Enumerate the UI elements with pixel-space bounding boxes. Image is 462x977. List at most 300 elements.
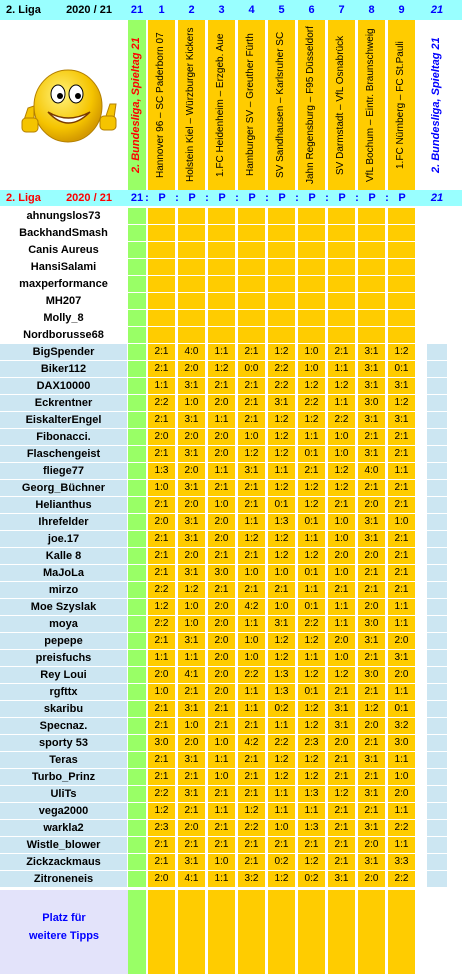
lime-cell xyxy=(128,820,146,836)
tip-cell-4: 2:1 xyxy=(238,497,265,513)
tip-cell-9: 2:0 xyxy=(388,633,415,649)
tail-cell xyxy=(427,837,447,853)
tip-cell-8: 2:1 xyxy=(358,803,385,819)
tip-cell-1: 2:2 xyxy=(148,786,175,802)
tip-cell-4: 4:2 xyxy=(238,735,265,751)
tip-cell-4: 2:1 xyxy=(238,412,265,428)
tail-cell xyxy=(427,786,447,802)
tip-cell-1: 2:0 xyxy=(148,429,175,445)
lime-cell xyxy=(128,378,146,394)
tip-cell-7: 2:1 xyxy=(328,497,355,513)
player-name: Turbo_Prinz xyxy=(0,769,127,785)
tip-cell-8: 2:1 xyxy=(358,735,385,751)
tail-cell xyxy=(427,463,447,479)
tip-cell-5 xyxy=(268,259,295,275)
tip-cell-4: 1:1 xyxy=(238,684,265,700)
tip-cell-8: 2:1 xyxy=(358,582,385,598)
tip-cell-6: 1:2 xyxy=(298,633,325,649)
tip-cell-8: 2:1 xyxy=(358,650,385,666)
tail-cell xyxy=(427,684,447,700)
tip-cell-3: 2:0 xyxy=(208,531,235,547)
tip-cell-1: 2:1 xyxy=(148,837,175,853)
tip-cell-3: 2:0 xyxy=(208,667,235,683)
tip-cell-7: 2:1 xyxy=(328,837,355,853)
player-name: MaJoLa xyxy=(0,565,127,581)
tip-cell-5 xyxy=(268,208,295,224)
tip-cell-3: 2:1 xyxy=(208,480,235,496)
match-title-3: 1.FC Heidenheim – Erzgeb. Aue xyxy=(215,33,226,177)
tip-cell-5: 3:1 xyxy=(268,395,295,411)
tip-cell-8 xyxy=(358,259,385,275)
tip-cell-7: 3:1 xyxy=(328,871,355,887)
tip-cell-4: 1:2 xyxy=(238,803,265,819)
tip-cell-4: 2:1 xyxy=(238,786,265,802)
tip-cell-5: 0:2 xyxy=(268,701,295,717)
match-column-3 xyxy=(208,20,235,190)
footer-gold-cell-4 xyxy=(238,890,265,974)
tip-cell-2: 3:1 xyxy=(178,854,205,870)
lime-cell xyxy=(128,480,146,496)
tip-cell-2: 2:0 xyxy=(178,497,205,513)
tip-cell-5: 1:1 xyxy=(268,718,295,734)
tip-cell-1: 2:3 xyxy=(148,820,175,836)
player-name: Eckrentner xyxy=(0,395,127,411)
match-number-3: 3 xyxy=(218,4,225,16)
player-name: rgfttx xyxy=(0,684,127,700)
tipper-row xyxy=(0,497,462,513)
tip-cell-7: 2:2 xyxy=(328,412,355,428)
player-name: BigSpender xyxy=(0,344,127,360)
tip-cell-3: 2:1 xyxy=(208,701,235,717)
lime-cell xyxy=(128,701,146,717)
tip-cell-4 xyxy=(238,225,265,241)
tip-cell-9 xyxy=(388,310,415,326)
player-name: maxperformance xyxy=(0,276,127,292)
tip-cell-7: 2:1 xyxy=(328,344,355,360)
tipper-row xyxy=(0,395,462,411)
player-name: Molly_8 xyxy=(0,310,127,326)
lime-cell xyxy=(128,514,146,530)
tip-cell-7: 1:2 xyxy=(328,463,355,479)
tip-cell-4: 1:2 xyxy=(238,531,265,547)
tail-cell xyxy=(427,565,447,581)
lime-cell xyxy=(128,565,146,581)
player-name: sporty 53 xyxy=(0,735,127,751)
tip-cell-4: 2:1 xyxy=(238,582,265,598)
tip-cell-3: 2:0 xyxy=(208,684,235,700)
tip-cell-6: 0:1 xyxy=(298,684,325,700)
lime-cell xyxy=(128,429,146,445)
tip-cell-5: 1:3 xyxy=(268,514,295,530)
tail-cell xyxy=(427,429,447,445)
tip-cell-4: 2:2 xyxy=(238,667,265,683)
tip-cell-6: 2:1 xyxy=(298,463,325,479)
tip-cell-6: 1:1 xyxy=(298,531,325,547)
match-title-7: SV Darmstadt – VfL Osnabrück xyxy=(335,35,346,175)
tip-cell-3 xyxy=(208,242,235,258)
no-tip-row xyxy=(0,310,462,326)
tip-cell-6: 1:2 xyxy=(298,378,325,394)
tip-cell-9: 1:1 xyxy=(388,463,415,479)
tip-cell-9: 2:1 xyxy=(388,582,415,598)
tip-cell-1: 2:2 xyxy=(148,395,175,411)
tip-cell-1: 2:1 xyxy=(148,633,175,649)
tip-cell-7 xyxy=(328,242,355,258)
tip-cell-2 xyxy=(178,310,205,326)
tip-cell-3: 1:0 xyxy=(208,769,235,785)
sub-separator-6: : xyxy=(295,192,299,204)
tip-cell-5 xyxy=(268,276,295,292)
tip-cell-6 xyxy=(298,310,325,326)
lime-cell xyxy=(128,837,146,853)
tip-cell-9: 1:0 xyxy=(388,769,415,785)
player-name: Zitroneneis xyxy=(0,871,127,887)
lime-cell xyxy=(128,633,146,649)
sub-separator-4: : xyxy=(235,192,239,204)
title-strip xyxy=(128,20,146,190)
tip-cell-9 xyxy=(388,259,415,275)
tip-cell-9 xyxy=(388,242,415,258)
tip-cell-6: 2:2 xyxy=(298,395,325,411)
tip-cell-3: 1:1 xyxy=(208,803,235,819)
tip-cell-9: 3:0 xyxy=(388,735,415,751)
player-name: Nordborusse68 xyxy=(0,327,127,343)
lime-cell xyxy=(128,310,146,326)
tip-cell-7: 2:0 xyxy=(328,735,355,751)
tail-cell xyxy=(427,259,447,275)
tip-cell-8: 2:1 xyxy=(358,684,385,700)
tip-cell-1 xyxy=(148,293,175,309)
tip-cell-8: 2:1 xyxy=(358,769,385,785)
tip-cell-1: 2:1 xyxy=(148,412,175,428)
tipper-row xyxy=(0,752,462,768)
tip-cell-1: 2:1 xyxy=(148,854,175,870)
player-name: BackhandSmash xyxy=(0,225,127,241)
tip-cell-2: 2:1 xyxy=(178,803,205,819)
tip-cell-6: 0:1 xyxy=(298,599,325,615)
tip-cell-8: 3:0 xyxy=(358,616,385,632)
tip-cell-5: 1:0 xyxy=(268,565,295,581)
tip-cell-5: 1:0 xyxy=(268,599,295,615)
tip-cell-7: 1:1 xyxy=(328,616,355,632)
tail-cell xyxy=(427,276,447,292)
tip-cell-8: 3:1 xyxy=(358,752,385,768)
tip-cell-1: 1:1 xyxy=(148,650,175,666)
tipper-row xyxy=(0,412,462,428)
tip-cell-2 xyxy=(178,225,205,241)
footer-gold-cell-1 xyxy=(148,890,175,974)
tip-cell-2: 3:1 xyxy=(178,786,205,802)
match-column-7 xyxy=(328,20,355,190)
lime-cell xyxy=(128,293,146,309)
tip-cell-3: 2:0 xyxy=(208,514,235,530)
tip-cell-6 xyxy=(298,242,325,258)
tip-cell-8: 3:0 xyxy=(358,395,385,411)
tipper-row xyxy=(0,616,462,632)
tip-cell-4 xyxy=(238,208,265,224)
tip-cell-8: 3:1 xyxy=(358,514,385,530)
tip-cell-9: 1:1 xyxy=(388,616,415,632)
tip-cell-1 xyxy=(148,327,175,343)
tail-cell xyxy=(427,480,447,496)
tip-cell-6: 1:2 xyxy=(298,480,325,496)
tip-cell-6: 2:3 xyxy=(298,735,325,751)
tail-cell xyxy=(427,327,447,343)
tip-cell-4: 1:0 xyxy=(238,565,265,581)
player-name: HansiSalami xyxy=(0,259,127,275)
match-number-6: 6 xyxy=(308,4,315,16)
tip-cell-7: 3:1 xyxy=(328,701,355,717)
tip-cell-5: 1:2 xyxy=(268,633,295,649)
player-name: Canis Aureus xyxy=(0,242,127,258)
tip-cell-5: 1:2 xyxy=(268,446,295,462)
sub-points-7: P xyxy=(338,192,346,204)
match-column-5 xyxy=(268,20,295,190)
tail-cell xyxy=(427,361,447,377)
league-label: 2. Liga xyxy=(6,4,41,16)
tail-cell xyxy=(427,378,447,394)
tail-cell xyxy=(427,412,447,428)
tip-cell-3: 1:1 xyxy=(208,871,235,887)
tip-cell-9: 3:2 xyxy=(388,718,415,734)
tipper-row xyxy=(0,633,462,649)
lime-cell xyxy=(128,344,146,360)
tail-cell xyxy=(427,599,447,615)
tail-cell xyxy=(427,718,447,734)
tip-cell-7: 1:2 xyxy=(328,667,355,683)
sub-points-2: P xyxy=(188,192,196,204)
tipper-row xyxy=(0,820,462,836)
tip-cell-8 xyxy=(358,225,385,241)
player-name: DAX10000 xyxy=(0,378,127,394)
tip-cell-8: 3:1 xyxy=(358,854,385,870)
lime-cell xyxy=(128,463,146,479)
tip-cell-9: 3:1 xyxy=(388,650,415,666)
tip-cell-3: 2:0 xyxy=(208,599,235,615)
tip-cell-2 xyxy=(178,276,205,292)
tail-cell xyxy=(427,769,447,785)
lime-cell xyxy=(128,718,146,734)
match-title-8: VfL Bochum – Eintr. Braunschweig xyxy=(365,28,376,182)
tip-cell-4: 2:1 xyxy=(238,752,265,768)
tip-cell-8 xyxy=(358,293,385,309)
tipper-row xyxy=(0,701,462,717)
tail-cell xyxy=(427,497,447,513)
tip-cell-2 xyxy=(178,259,205,275)
footer-gold-cell-9 xyxy=(388,890,415,974)
tip-cell-4: 1:0 xyxy=(238,650,265,666)
tip-cell-1: 2:1 xyxy=(148,565,175,581)
tip-cell-2: 2:0 xyxy=(178,361,205,377)
tip-cell-9: 3:1 xyxy=(388,412,415,428)
tip-cell-7 xyxy=(328,225,355,241)
tip-cell-2: 1:0 xyxy=(178,599,205,615)
tip-cell-1: 2:1 xyxy=(148,718,175,734)
tip-cell-7: 1:0 xyxy=(328,650,355,666)
no-tip-row xyxy=(0,293,462,309)
footer-lime-strip xyxy=(128,890,146,974)
tipper-row xyxy=(0,786,462,802)
tip-cell-6 xyxy=(298,208,325,224)
tip-cell-1: 2:1 xyxy=(148,446,175,462)
tip-cell-8: 3:1 xyxy=(358,446,385,462)
tipper-row xyxy=(0,429,462,445)
tip-cell-4: 0:0 xyxy=(238,361,265,377)
tip-cell-2: 4:0 xyxy=(178,344,205,360)
tip-cell-3: 1:1 xyxy=(208,463,235,479)
tip-cell-6: 1:3 xyxy=(298,786,325,802)
no-tip-row xyxy=(0,225,462,241)
tip-cell-5: 1:1 xyxy=(268,803,295,819)
tip-cell-6: 1:2 xyxy=(298,701,325,717)
tip-cell-2: 3:1 xyxy=(178,752,205,768)
tip-cell-9: 1:1 xyxy=(388,599,415,615)
tip-cell-3: 2:0 xyxy=(208,446,235,462)
sub-matchday: 21 xyxy=(130,192,144,204)
tip-cell-5: 1:2 xyxy=(268,344,295,360)
sub-separator-3: : xyxy=(205,192,209,204)
match-column-4 xyxy=(238,20,265,190)
player-name: preisfuchs xyxy=(0,650,127,666)
player-name: ahnungslos73 xyxy=(0,208,127,224)
match-column-2 xyxy=(178,20,205,190)
tip-cell-7: 1:2 xyxy=(328,480,355,496)
no-tip-row xyxy=(0,259,462,275)
player-name: fliege77 xyxy=(0,463,127,479)
sub-separator-7: : xyxy=(325,192,329,204)
lime-cell xyxy=(128,752,146,768)
tip-cell-1: 2:1 xyxy=(148,361,175,377)
tip-cell-4 xyxy=(238,310,265,326)
tip-cell-2 xyxy=(178,327,205,343)
tip-cell-4 xyxy=(238,259,265,275)
match-number-5: 5 xyxy=(278,4,285,16)
lime-cell xyxy=(128,412,146,428)
tip-cell-3: 2:1 xyxy=(208,582,235,598)
tail-cell xyxy=(427,310,447,326)
tip-cell-8: 2:0 xyxy=(358,548,385,564)
tipper-row xyxy=(0,531,462,547)
tip-cell-2: 2:0 xyxy=(178,735,205,751)
no-tip-row xyxy=(0,276,462,292)
tip-cell-9: 2:1 xyxy=(388,565,415,581)
lime-cell xyxy=(128,599,146,615)
tip-cell-7: 2:1 xyxy=(328,752,355,768)
tip-cell-8: 3:1 xyxy=(358,344,385,360)
tip-cell-5: 1:2 xyxy=(268,769,295,785)
match-number-8: 8 xyxy=(368,4,375,16)
tipper-row xyxy=(0,769,462,785)
tip-cell-4: 2:1 xyxy=(238,854,265,870)
tip-cell-5: 1:2 xyxy=(268,548,295,564)
match-column-8 xyxy=(358,20,385,190)
match-title-6: Jahn Regensburg – F95 Düsseldorf xyxy=(305,26,316,184)
match-number-1: 1 xyxy=(158,4,165,16)
footer-gold-cell-5 xyxy=(268,890,295,974)
tip-cell-4: 2:1 xyxy=(238,769,265,785)
tip-cell-7 xyxy=(328,293,355,309)
matchday-number-right: 21 xyxy=(430,4,444,16)
tip-cell-9 xyxy=(388,225,415,241)
player-name: Specnaz. xyxy=(0,718,127,734)
match-title-5: SV Sandhausen – Karlsruher SC xyxy=(275,31,286,179)
tip-cell-6: 1:1 xyxy=(298,650,325,666)
tip-cell-4: 2:1 xyxy=(238,344,265,360)
tip-cell-3: 2:0 xyxy=(208,616,235,632)
tail-cell xyxy=(427,225,447,241)
tip-cell-7: 1:2 xyxy=(328,786,355,802)
tip-cell-9 xyxy=(388,327,415,343)
tip-cell-6 xyxy=(298,225,325,241)
tail-cell xyxy=(427,446,447,462)
sub-points-4: P xyxy=(248,192,256,204)
player-name: UliTs xyxy=(0,786,127,802)
tip-cell-1: 1:2 xyxy=(148,599,175,615)
sub-separator-5: : xyxy=(265,192,269,204)
tail-cell xyxy=(427,514,447,530)
tip-cell-2 xyxy=(178,208,205,224)
player-name: Moe Szyslak xyxy=(0,599,127,615)
tipper-row xyxy=(0,684,462,700)
tip-cell-3: 2:1 xyxy=(208,718,235,734)
tipper-row xyxy=(0,344,462,360)
tip-cell-7: 1:0 xyxy=(328,429,355,445)
tip-cell-6: 1:2 xyxy=(298,718,325,734)
lime-cell xyxy=(128,446,146,462)
bundesliga-title-left: 2. Bundesliga, Spieltag 21 xyxy=(130,37,142,173)
match-title-1: Hannover 96 – SC Paderborn 07 xyxy=(155,32,166,178)
tip-cell-4: 3:1 xyxy=(238,463,265,479)
tip-cell-5: 0:1 xyxy=(268,497,295,513)
lime-cell xyxy=(128,871,146,887)
tip-cell-1: 2:0 xyxy=(148,667,175,683)
tip-cell-9: 2:1 xyxy=(388,429,415,445)
tip-cell-5 xyxy=(268,327,295,343)
tip-cell-2: 2:1 xyxy=(178,837,205,853)
tip-cell-1: 2:0 xyxy=(148,871,175,887)
player-name: Rey Loui xyxy=(0,667,127,683)
tip-cell-2: 1:0 xyxy=(178,718,205,734)
lime-cell xyxy=(128,225,146,241)
tip-cell-7: 2:1 xyxy=(328,582,355,598)
tip-cell-2: 2:0 xyxy=(178,548,205,564)
tip-cell-6: 2:1 xyxy=(298,837,325,853)
match-title-9: 1.FC Nürnberg – FC St.Pauli xyxy=(395,41,406,169)
tail-cell xyxy=(427,650,447,666)
tip-cell-4: 2:1 xyxy=(238,718,265,734)
player-name: EiskalterEngel xyxy=(0,412,127,428)
tip-cell-1 xyxy=(148,310,175,326)
tip-cell-2: 3:1 xyxy=(178,480,205,496)
tip-cell-6: 1:2 xyxy=(298,667,325,683)
tip-cell-8: 2:1 xyxy=(358,480,385,496)
title-strip-right xyxy=(427,20,447,190)
match-number-4: 4 xyxy=(248,4,255,16)
tip-cell-3 xyxy=(208,259,235,275)
tip-cell-1: 2:2 xyxy=(148,616,175,632)
tip-cell-8: 2:0 xyxy=(358,497,385,513)
tip-cell-7: 1:0 xyxy=(328,531,355,547)
tip-cell-5: 1:2 xyxy=(268,650,295,666)
tip-cell-1: 2:1 xyxy=(148,752,175,768)
tip-cell-3: 2:1 xyxy=(208,378,235,394)
tail-cell xyxy=(427,616,447,632)
season-label: 2020 / 21 xyxy=(66,4,112,16)
no-tip-row xyxy=(0,208,462,224)
tip-cell-8: 2:0 xyxy=(358,718,385,734)
tail-cell xyxy=(427,531,447,547)
tip-cell-3: 1:0 xyxy=(208,497,235,513)
